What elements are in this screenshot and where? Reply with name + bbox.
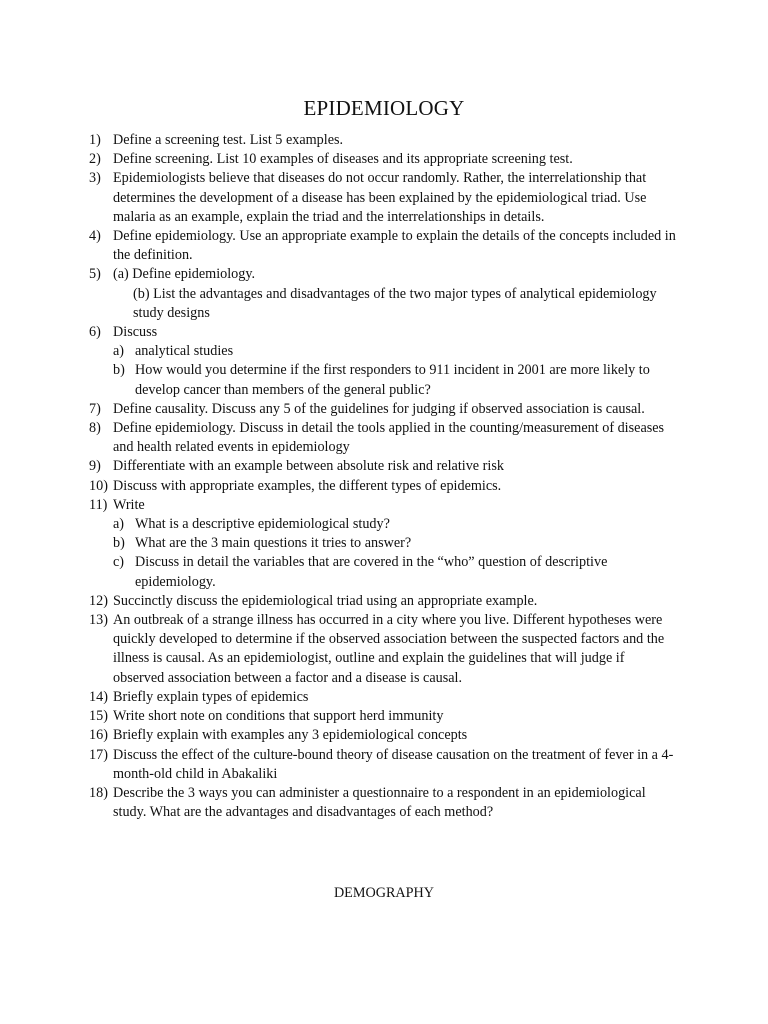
sub-question-text: What are the 3 main questions it tries to answer? xyxy=(135,535,412,552)
question-item xyxy=(89,169,679,227)
question-text: Succinctly discuss the epidemiological triad using an appropriate example. xyxy=(113,592,538,609)
question-item xyxy=(89,457,679,476)
question-text: Epidemiologists believe that diseases do not occur randomly. Rather, the interrelationship that determines the development of a disease has been explained by the epidemiological triad. Use malaria as an example, explain the triad and the interrelationships in details. xyxy=(113,170,647,225)
question-number: 5) xyxy=(89,266,101,283)
question-text: Define a screening test. List 5 examples. xyxy=(113,132,344,148)
sub-question-letter: a) xyxy=(113,343,125,360)
sub-question-letter: a) xyxy=(113,516,125,533)
question-number: 17) xyxy=(89,746,108,763)
question-item xyxy=(89,784,679,822)
question-number: 16) xyxy=(89,727,108,744)
sub-question-item xyxy=(113,515,679,534)
question-item xyxy=(89,746,679,784)
question-item xyxy=(89,496,679,592)
sub-question-item xyxy=(113,534,679,553)
question-item xyxy=(89,265,679,323)
question-item xyxy=(89,477,679,496)
question-item xyxy=(89,419,679,457)
question-text: Define screening. List 10 examples of diseases and its appropriate screening test. xyxy=(113,151,573,168)
sub-question-list xyxy=(113,342,679,400)
question-text: Discuss the effect of the culture-bound theory of disease causation on the treatment of fever in a 4-month-old child in Abakaliki xyxy=(113,746,674,782)
question-item xyxy=(89,131,679,150)
question-number: 2) xyxy=(89,151,101,168)
question-number: 9) xyxy=(89,458,101,475)
question-number: 13) xyxy=(89,612,108,629)
sub-question-text: What is a descriptive epidemiological study? xyxy=(135,516,390,533)
sub-question-text: How would you determine if the first responders to 911 incident in 2001 are more likely to develop cancer than members of the general public? xyxy=(135,362,650,398)
question-subpart: (b) List the advantages and disadvantages of the two major types of analytical epidemiology study designs xyxy=(133,285,657,321)
question-number: 12) xyxy=(89,592,108,609)
sub-question-item xyxy=(113,553,679,591)
question-number: 4) xyxy=(89,228,101,245)
question-number: 1) xyxy=(89,132,101,148)
section-heading-demography: DEMOGRAPHY xyxy=(333,885,435,901)
question-item xyxy=(89,227,679,265)
sub-question-text: Discuss in detail the variables that are covered in the “who” question of descriptive epidemiology. xyxy=(135,554,608,590)
question-number: 11) xyxy=(89,496,108,513)
question-text: Briefly explain with examples any 3 epidemiological concepts xyxy=(113,727,468,744)
question-number: 14) xyxy=(89,688,108,705)
question-text: Differentiate with an example between absolute risk and relative risk xyxy=(113,458,504,475)
question-item xyxy=(89,611,679,688)
question-text: Discuss with appropriate examples, the different types of epidemics. xyxy=(113,477,502,494)
sub-question-letter: b) xyxy=(113,362,125,379)
question-item xyxy=(89,726,679,745)
question-number: 3) xyxy=(89,170,101,187)
question-item xyxy=(89,323,679,400)
question-number: 10) xyxy=(89,477,108,494)
question-item xyxy=(89,592,679,611)
question-text: Describe the 3 ways you can administer a questionnaire to a respondent in an epidemiological study. What are the advantages and disadvantages of each method? xyxy=(113,784,646,821)
question-item xyxy=(89,688,679,707)
question-number: 15) xyxy=(89,708,108,725)
page-title: EPIDEMIOLOGY xyxy=(303,96,465,120)
question-text: Briefly explain types of epidemics xyxy=(113,688,309,705)
sub-question-text: analytical studies xyxy=(135,343,234,360)
question-text: An outbreak of a strange illness has occurred in a city where you live. Different hypotheses were quickly developed to determine if the observed association between the suspected factors and the illness is causal. As an epidemiologist, outline and explain the guidelines that will judge if observed association between a factor and a disease is causal. xyxy=(113,612,665,686)
question-text: (a) Define epidemiology. xyxy=(113,266,256,283)
question-text: Write xyxy=(113,496,145,513)
sub-question-letter: c) xyxy=(113,554,125,571)
question-item xyxy=(89,400,679,419)
question-list xyxy=(89,131,679,822)
question-number: 6) xyxy=(89,324,101,341)
sub-question-item xyxy=(113,342,679,361)
question-text: Write short note on conditions that support herd immunity xyxy=(113,708,444,725)
sub-question-item xyxy=(113,361,679,399)
question-text: Define epidemiology. Use an appropriate example to explain the details of the concepts included in the definition. xyxy=(113,228,676,264)
sub-question-letter: b) xyxy=(113,535,125,552)
sub-question-list xyxy=(113,515,679,592)
question-text: Discuss xyxy=(113,324,158,341)
question-number: 8) xyxy=(89,420,101,437)
question-text: Define causality. Discuss any 5 of the guidelines for judging if observed association is causal. xyxy=(113,400,645,417)
question-number: 18) xyxy=(89,784,108,801)
question-item xyxy=(89,707,679,726)
question-item xyxy=(89,150,679,169)
question-text: Define epidemiology. Discuss in detail the tools applied in the counting/measurement of diseases and health related events in epidemiology xyxy=(113,420,665,456)
question-number: 7) xyxy=(89,400,101,417)
